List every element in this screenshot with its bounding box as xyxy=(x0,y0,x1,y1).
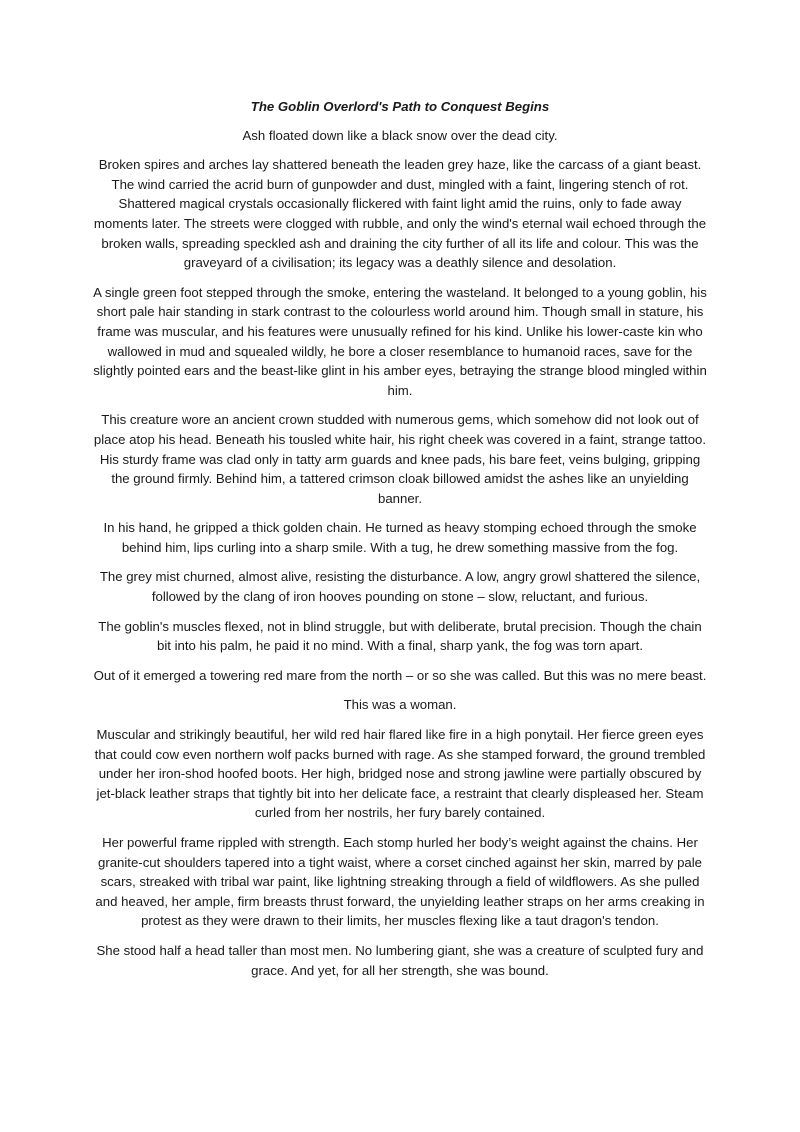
paragraph-2: Broken spires and arches lay shattered beneath the leaden grey haze, like the carcass of a giant beast. The wind carried the acrid burn of gunpowder and dust, mingled with a faint, lingering stench of rot. Shattered magical crystals occasionally flickered with faint light amid the ruins, only to fade away moments later. The streets were clogged with rubble, and only the wind's eternal wail echoed through the broken walls, spreading speckled ash and draining the city further of all its life and colour. This was the graveyard of a civilisation; its legacy was a deathly silence and desolation. xyxy=(93,157,707,271)
document-page xyxy=(90,97,710,990)
paragraph-10: Muscular and strikingly beautiful, her wild red hair flared like fire in a high ponytail. Her fierce green eyes that could cow even northern wolf packs burned with rage. As she stamped forward, the ground trembled under her iron-shod hoofed boots. Her high, bridged nose and strong jawline were partially obscured by jet-black leather straps that tightly bit into her delicate face, a restraint that clearly displeased her. Steam curled from her nostrils, her fury barely contained. xyxy=(94,727,706,821)
paragraph-12: She stood half a head taller than most men. No lumbering giant, she was a creature of sculpted fury and grace. And yet, for all her strength, she was bound. xyxy=(96,942,704,978)
paragraph-9: This was a woman. xyxy=(343,697,457,713)
paragraph-7: The goblin's muscles flexed, not in blind struggle, but with deliberate, brutal precision. Though the chain bit into his palm, he paid it no mind. With a final, sharp yank, the fog was torn apart. xyxy=(98,618,702,654)
paragraph-8: Out of it emerged a towering red mare from the north – or so she was called. But this was no mere beast. xyxy=(93,667,707,683)
paragraph-5: In his hand, he gripped a thick golden chain. He turned as heavy stomping echoed through the smoke behind him, lips curling into a sharp smile. With a tug, he drew something massive from the fog. xyxy=(103,520,697,555)
paragraph-3: A single green foot stepped through the smoke, entering the wasteland. It belonged to a young goblin, his short pale hair standing in stark contrast to the colourless world around him. Though small in stature, his frame was muscular, and his features were unusually refined for his kind. Unlike his lower-caste kin who wallowed in mud and squealed wildly, he bore a closer resemblance to humanoid races, save for the slightly pointed ears and the beast-like glint in his amber eyes, betraying the strange blood mingled within him. xyxy=(93,284,707,398)
document-title: The Goblin Overlord's Path to Conquest Begins xyxy=(250,99,550,114)
paragraph-4: This creature wore an ancient crown studded with numerous gems, which somehow did not look out of place atop his head. Beneath his tousled white hair, his right cheek was covered in a faint, strange tattoo. His sturdy frame was clad only in tatty arm guards and knee pads, his bare feet, veins bulging, gripping the ground firmly. Behind him, a tattered crimson cloak billowed amidst the ashes like an unyielding banner. xyxy=(93,412,707,506)
paragraph-1: Ash floated down like a black snow over the dead city. xyxy=(242,127,558,143)
paragraph-6: The grey mist churned, almost alive, resisting the disturbance. A low, angry growl shattered the silence, followed by the clang of iron hooves pounding on stone – slow, reluctant, and furious. xyxy=(99,569,701,605)
paragraph-11: Her powerful frame rippled with strength. Each stomp hurled her body’s weight against the chains. Her granite-cut shoulders tapered into a tight waist, where a corset cinched against her skin, marred by pale scars, streaked with tribal war paint, like lightning streaking through a field of wildflowers. As she pulled and heaved, her ample, firm breasts thrust forward, the unyielding leather straps on her arms creaking in protest as they were drawn to their limits, her muscles flexing like a taut dragon's tendon. xyxy=(95,835,705,929)
